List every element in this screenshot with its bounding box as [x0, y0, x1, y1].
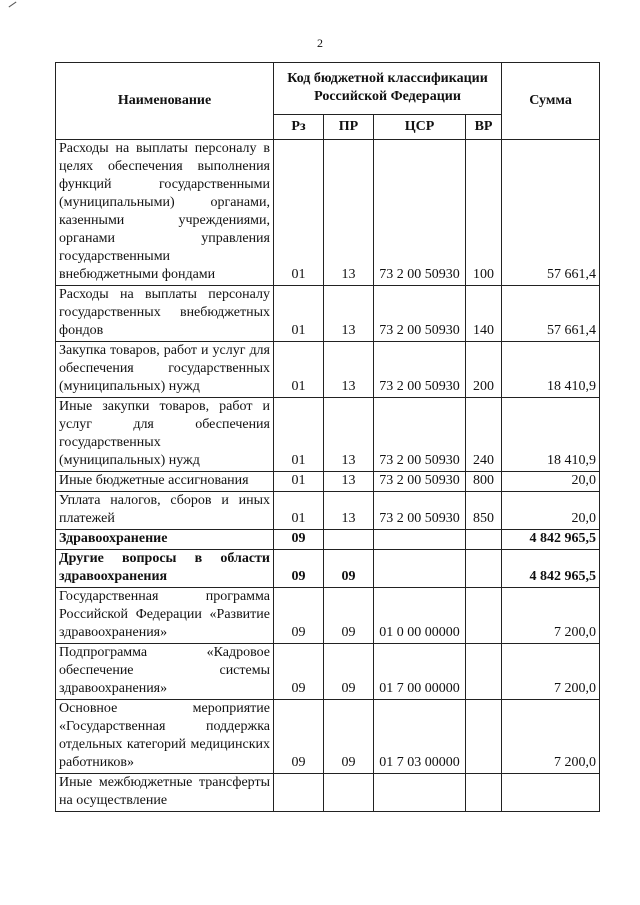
- row-sum: 4 842 965,5: [502, 530, 600, 550]
- row-vr: 140: [466, 286, 502, 342]
- row-sum: 4 842 965,5: [502, 550, 600, 588]
- header-sum: Сумма: [502, 63, 600, 140]
- row-csr: 01 7 00 00000: [374, 644, 466, 700]
- row-vr: 850: [466, 492, 502, 530]
- table-row: [56, 700, 600, 774]
- row-vr: [466, 774, 502, 812]
- row-csr: 73 2 00 50930: [374, 286, 466, 342]
- corner-mark: [9, 2, 17, 8]
- row-vr: 100: [466, 140, 502, 286]
- row-rz: 09: [274, 550, 324, 588]
- row-vr: [466, 530, 502, 550]
- budget-table: [55, 62, 600, 812]
- table-row: [56, 472, 600, 492]
- row-name: Расходы на выплаты персоналу в целях обеспечения выполнения функций государственными (муниципальными) органами, казенными учреждениями, органами управления государственными внебюджетными фондами: [56, 140, 274, 286]
- row-rz: 09: [274, 530, 324, 550]
- row-csr: 73 2 00 50930: [374, 342, 466, 398]
- row-csr: [374, 774, 466, 812]
- row-pr: 13: [324, 140, 374, 286]
- table-row: [56, 530, 600, 550]
- table-row: [56, 140, 600, 286]
- row-pr: 09: [324, 550, 374, 588]
- row-csr: 73 2 00 50930: [374, 140, 466, 286]
- table-row: [56, 286, 600, 342]
- row-rz: 09: [274, 588, 324, 644]
- row-rz: 01: [274, 342, 324, 398]
- row-name: Подпрограмма «Кадровое обеспечение системы здравоохранения»: [56, 644, 274, 700]
- row-pr: 13: [324, 472, 374, 492]
- row-name: Расходы на выплаты персоналу государственных внебюджетных фондов: [56, 286, 274, 342]
- row-pr: [324, 530, 374, 550]
- row-name: Здравоохранение: [56, 530, 274, 550]
- row-sum: 18 410,9: [502, 342, 600, 398]
- row-pr: 09: [324, 644, 374, 700]
- header-name: Наименование: [56, 63, 274, 140]
- table-row: [56, 774, 600, 812]
- row-pr: 09: [324, 588, 374, 644]
- row-csr: 01 7 03 00000: [374, 700, 466, 774]
- page-number: 2: [317, 36, 323, 50]
- row-vr: 800: [466, 472, 502, 492]
- row-rz: [274, 774, 324, 812]
- row-pr: 13: [324, 342, 374, 398]
- header-rz: Рз: [274, 115, 324, 140]
- table-row: [56, 644, 600, 700]
- row-sum: 18 410,9: [502, 398, 600, 472]
- header-code-group: Код бюджетной классификации Российской Федерации: [274, 63, 502, 115]
- row-csr: 73 2 00 50930: [374, 398, 466, 472]
- row-csr: [374, 550, 466, 588]
- row-sum: 57 661,4: [502, 286, 600, 342]
- row-name: Закупка товаров, работ и услуг для обеспечения государственных (муниципальных) нужд: [56, 342, 274, 398]
- row-pr: 09: [324, 700, 374, 774]
- row-csr: 01 0 00 00000: [374, 588, 466, 644]
- row-vr: [466, 700, 502, 774]
- row-sum: 7 200,0: [502, 644, 600, 700]
- row-name: Государственная программа Российской Федерации «Развитие здравоохранения»: [56, 588, 274, 644]
- header-csr: ЦСР: [374, 115, 466, 140]
- row-sum: 20,0: [502, 492, 600, 530]
- row-rz: 01: [274, 140, 324, 286]
- row-vr: 240: [466, 398, 502, 472]
- header-pr: ПР: [324, 115, 374, 140]
- table-row: [56, 398, 600, 472]
- row-name: Иные межбюджетные трансферты на осуществление: [56, 774, 274, 812]
- row-sum: 57 661,4: [502, 140, 600, 286]
- row-vr: 200: [466, 342, 502, 398]
- row-rz: 09: [274, 644, 324, 700]
- row-pr: [324, 774, 374, 812]
- row-rz: 09: [274, 700, 324, 774]
- row-name: Уплата налогов, сборов и иных платежей: [56, 492, 274, 530]
- row-rz: 01: [274, 492, 324, 530]
- row-name: Другие вопросы в области здравоохранения: [56, 550, 274, 588]
- table-row: [56, 550, 600, 588]
- row-csr: 73 2 00 50930: [374, 492, 466, 530]
- row-csr: [374, 530, 466, 550]
- row-vr: [466, 644, 502, 700]
- row-pr: 13: [324, 492, 374, 530]
- row-pr: 13: [324, 398, 374, 472]
- row-csr: 73 2 00 50930: [374, 472, 466, 492]
- row-name: Иные закупки товаров, работ и услуг для обеспечения государственных (муниципальных) нужд: [56, 398, 274, 472]
- row-rz: 01: [274, 472, 324, 492]
- row-vr: [466, 550, 502, 588]
- row-rz: 01: [274, 398, 324, 472]
- header-vr: ВР: [466, 115, 502, 140]
- row-vr: [466, 588, 502, 644]
- row-sum: 7 200,0: [502, 588, 600, 644]
- row-rz: 01: [274, 286, 324, 342]
- row-pr: 13: [324, 286, 374, 342]
- row-name: Основное мероприятие «Государственная поддержка отдельных категорий медицинских работников»: [56, 700, 274, 774]
- table-row: [56, 588, 600, 644]
- row-name: Иные бюджетные ассигнования: [56, 472, 274, 492]
- row-sum: 7 200,0: [502, 700, 600, 774]
- row-sum: [502, 774, 600, 812]
- table-row: [56, 492, 600, 530]
- row-sum: 20,0: [502, 472, 600, 492]
- table-row: [56, 342, 600, 398]
